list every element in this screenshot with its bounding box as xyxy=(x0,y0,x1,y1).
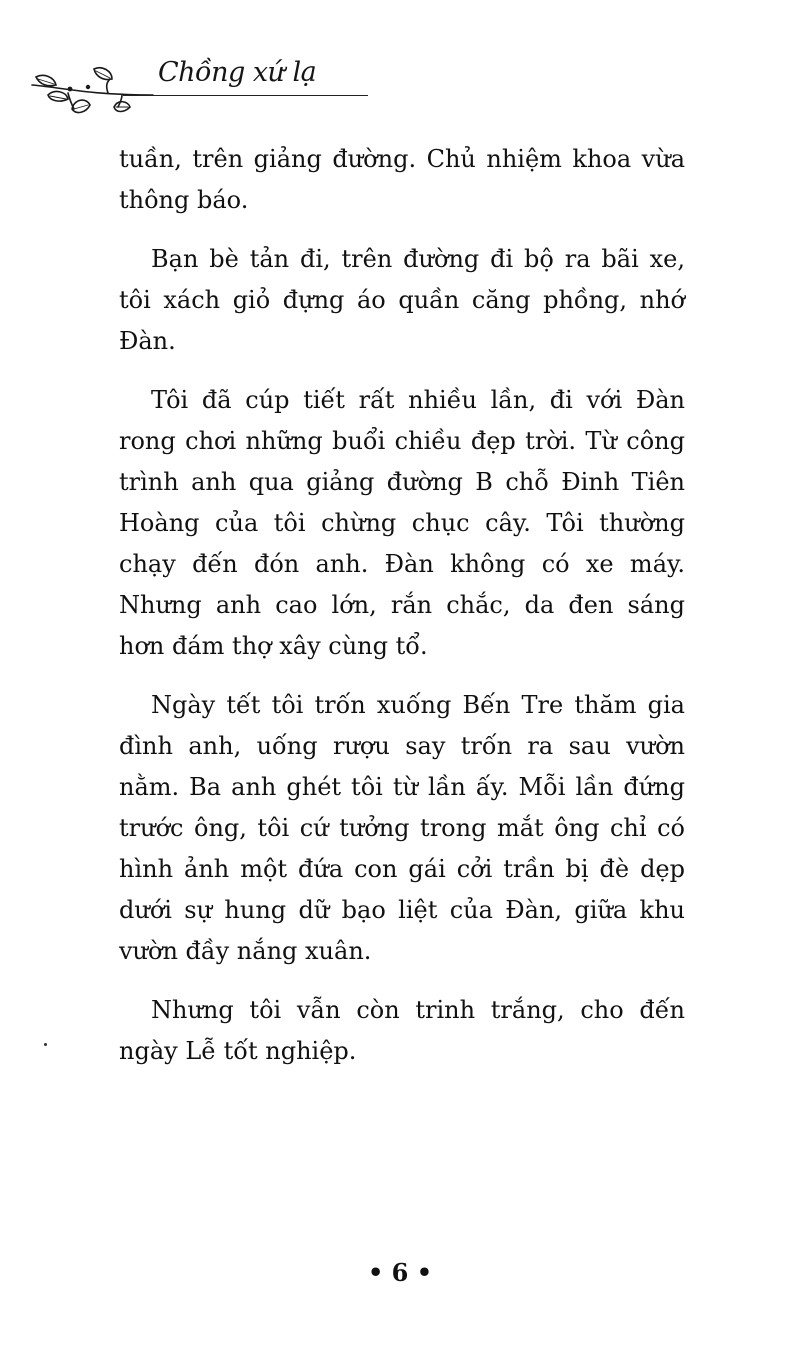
body-text xyxy=(119,139,685,1090)
paragraph: Nhưng tôi vẫn còn trinh trắng, cho đến ngày Lễ tốt nghiệp. xyxy=(119,996,685,1065)
paragraph: tuần, trên giảng đường. Chủ nhiệm khoa vừa thông báo. xyxy=(119,145,685,214)
paragraph: Ngày tết tôi trốn xuống Bến Tre thăm gia đình anh, uống rượu say trốn ra sau vườn nằm. Ba anh ghét tôi từ lần ấy. Mỗi lần đứng trước ông, tôi cứ tưởng trong mắt ông chỉ có hình ảnh một đứa con gái cởi trần bị đè dẹp dưới sự hung dữ bạo liệt của Đàn, giữa khu vườn đầy nắng xuân. xyxy=(119,691,685,965)
running-title: Chồng xứ lạ xyxy=(158,57,317,88)
paragraph: Bạn bè tản đi, trên đường đi bộ ra bãi xe, tôi xách giỏ đựng áo quần căng phồng, nhớ Đàn. xyxy=(119,245,685,355)
page-number: • 6 • xyxy=(367,1258,433,1287)
header-rule xyxy=(123,95,368,96)
page-header xyxy=(28,55,373,135)
paragraph: Tôi đã cúp tiết rất nhiều lần, đi với Đàn rong chơi những buổi chiều đẹp trời. Từ công trình anh qua giảng đường B chỗ Đinh Tiên Hoàng của tôi chừng chục cây. Tôi thường chạy đến đón anh. Đàn không có xe máy. Nhưng anh cao lớn, rắn chắc, da đen sáng hơn đám thợ xây cùng tổ. xyxy=(119,386,685,660)
stray-mark xyxy=(44,1043,47,1046)
